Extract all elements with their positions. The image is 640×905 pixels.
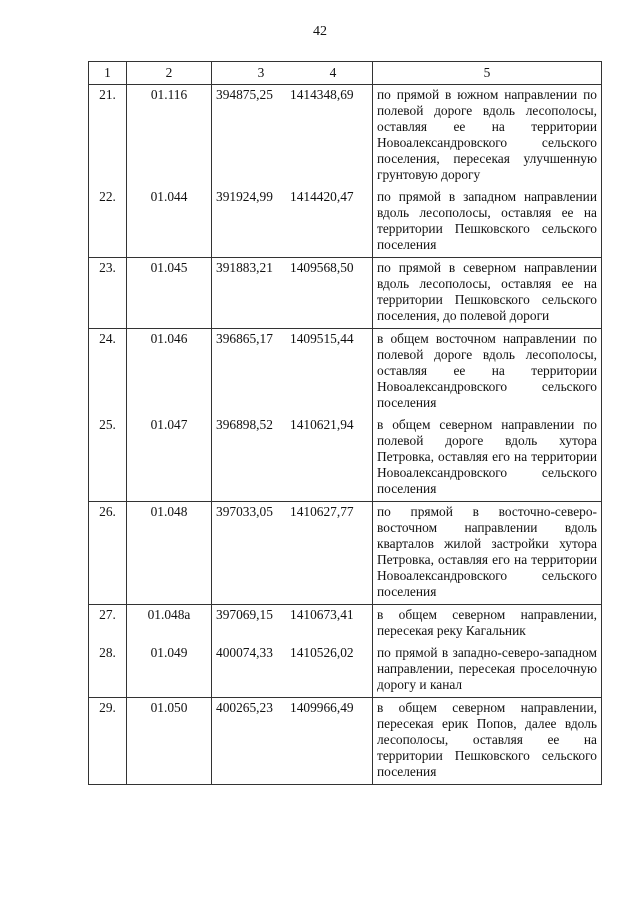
- coord-y: 1410627,77: [290, 504, 354, 519]
- row-number: 28.: [89, 643, 127, 698]
- coordinates: [212, 415, 373, 502]
- coordinates: [212, 329, 373, 416]
- point-code: 01.050: [127, 698, 212, 785]
- coord-x: 400265,23: [216, 700, 273, 715]
- coordinates: [212, 605, 373, 644]
- coord-x: 396898,52: [216, 417, 273, 432]
- row-number: 25.: [89, 415, 127, 502]
- description: в общем северном направлении, пересекая реку Кагальник: [373, 605, 602, 644]
- row-number: 23.: [89, 258, 127, 329]
- coord-y: 1414420,47: [290, 189, 354, 204]
- coord-x: 391883,21: [216, 260, 273, 275]
- description: в общем северном направлении, пересекая ерик Попов, далее вдоль лесополосы, оставляя ее на территории Пешковского сельского поселения: [373, 698, 602, 785]
- header-col-3: 3: [257, 65, 265, 80]
- row-number: 21.: [89, 85, 127, 188]
- row-number: 27.: [89, 605, 127, 644]
- row-number: 26.: [89, 502, 127, 605]
- coord-y: 1409568,50: [290, 260, 354, 275]
- row-number: 22.: [89, 187, 127, 258]
- row-number: 29.: [89, 698, 127, 785]
- description: по прямой в северном направлении вдоль лесополосы, оставляя ее на территории Пешковского сельского поселения, до полевой дороги: [373, 258, 602, 329]
- coord-x: 394875,25: [216, 87, 273, 102]
- header-col-2: 2: [127, 62, 212, 85]
- coord-y: 1410621,94: [290, 417, 354, 432]
- table-row: [89, 605, 602, 644]
- description: по прямой в западно-северо-западном направлении, пересекая проселочную дорогу и канал: [373, 643, 602, 698]
- coordinates: [212, 85, 373, 188]
- coord-y: 1409515,44: [290, 331, 354, 346]
- header-row: [89, 62, 602, 85]
- description: в общем северном направлении по полевой дороге вдоль хутора Петровка, оставляя его на территории Новоалександровского сельского поселения: [373, 415, 602, 502]
- point-code: 01.045: [127, 258, 212, 329]
- description: в общем восточном направлении по полевой дороге вдоль лесополосы, оставляя ее на территории Новоалександровского сельского поселения: [373, 329, 602, 416]
- point-code: 01.049: [127, 643, 212, 698]
- boundary-table: [88, 61, 602, 785]
- coordinates: [212, 698, 373, 785]
- header-col-5: 5: [373, 62, 602, 85]
- coordinates: [212, 643, 373, 698]
- coord-x: 397069,15: [216, 607, 273, 622]
- point-code: 01.046: [127, 329, 212, 416]
- coord-x: 391924,99: [216, 189, 273, 204]
- table-row: [89, 415, 602, 502]
- row-number: 24.: [89, 329, 127, 416]
- point-code: 01.048: [127, 502, 212, 605]
- table-row: [89, 329, 602, 416]
- coord-y: 1410673,41: [290, 607, 354, 622]
- page-number: 42: [313, 24, 327, 39]
- table-row: [89, 502, 602, 605]
- coord-x: 400074,33: [216, 645, 273, 660]
- point-code: 01.047: [127, 415, 212, 502]
- table-row: [89, 643, 602, 698]
- coord-x: 397033,05: [216, 504, 273, 519]
- coordinates: [212, 502, 373, 605]
- header-col-4: 4: [329, 65, 337, 80]
- point-code: 01.116: [127, 85, 212, 188]
- table-row: [89, 258, 602, 329]
- header-col-1: 1: [89, 62, 127, 85]
- point-code: 01.044: [127, 187, 212, 258]
- table-row: [89, 85, 602, 188]
- coord-x: 396865,17: [216, 331, 273, 346]
- header-col-3-4: [212, 62, 373, 85]
- point-code: 01.048а: [127, 605, 212, 644]
- coordinates: [212, 187, 373, 258]
- coord-y: 1409966,49: [290, 700, 354, 715]
- description: по прямой в восточно-северо-восточном направлении вдоль кварталов жилой застройки хутора Петровка, оставляя его на территории Новоалександровского сельского поселения: [373, 502, 602, 605]
- description: по прямой в западном направлении вдоль лесополосы, оставляя ее на территории Пешковского сельского поселения: [373, 187, 602, 258]
- description: по прямой в южном направлении по полевой дороге вдоль лесополосы, оставляя ее на территории Новоалександровского сельского поселения, пересекая улучшенную грунтовую дорогу: [373, 85, 602, 188]
- table-row: [89, 698, 602, 785]
- coordinates: [212, 258, 373, 329]
- table-row: [89, 187, 602, 258]
- coord-y: 1414348,69: [290, 87, 354, 102]
- coord-y: 1410526,02: [290, 645, 354, 660]
